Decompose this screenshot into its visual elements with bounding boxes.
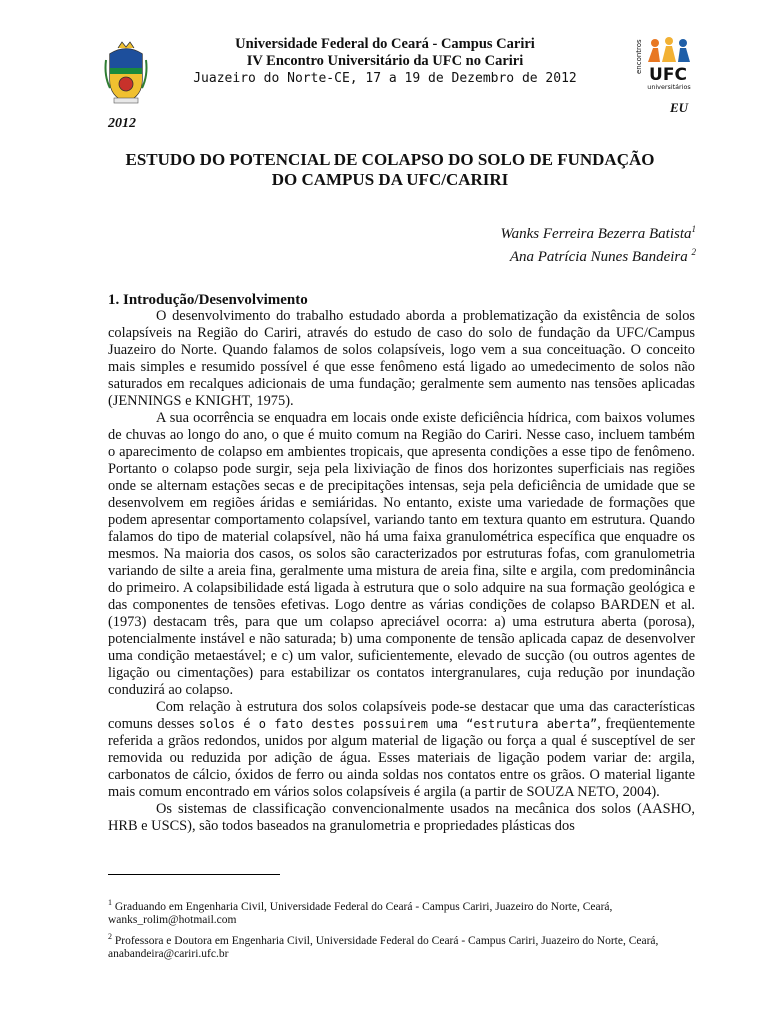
header-event: IV Encontro Universitário da UFC no Cariri: [246, 53, 524, 69]
header-tag: EU: [669, 100, 688, 115]
footnote-ref: 2: [108, 931, 112, 941]
paper-title-line1: ESTUDO DO POTENCIAL DE COLAPSO DO SOLO DE FUNDAÇÃO: [125, 150, 655, 169]
logo-main-text: UFC: [649, 65, 687, 85]
section-heading: 1. Introdução/Desenvolvimento: [108, 292, 308, 308]
header-place-date: Juazeiro do Norte-CE, 17 a 19 de Dezembro de 2012: [193, 71, 577, 86]
footnote-text: Graduando em Engenharia Civil, Universidade Federal do Ceará - Campus Cariri, Juazeiro do Norte, Ceará, wanks_rolim@hotmail.com: [108, 900, 613, 926]
page-header: [0, 0, 768, 140]
footnote-divider: [108, 874, 280, 875]
header-text: [170, 36, 600, 87]
paragraph-3: [108, 699, 695, 801]
paper-title: [100, 150, 680, 190]
author-1: [501, 220, 696, 243]
paragraph-3-mono-span: solos é o fato destes possuirem uma “estrutura aberta”: [198, 717, 598, 731]
paragraph-3-part-a: Com relação à estrutura dos solos colapsíveis pode-se destacar que uma das características comuns desses: [108, 699, 695, 732]
footnote-ref: 1: [108, 898, 112, 907]
encontros-logo-icon: [636, 34, 694, 92]
paragraph-1: O desenvolvimento do trabalho estudado aborda a problematização da existência de solos colapsíveis na Região do Cariri, através do estudo de caso do solo de fundação da UFC/Campus Juazeiro do Norte. Quando falamos de solos colapsíveis, logo vem a sua conceituação. O conceito mais simples e resumido possível é que esse fenômeno está ligado ao umedecimento de solos não saturados em recalques adicionais de uma fundação; geralmente sem aumento nas tensões aplicadas (JENNINGS e KNIGHT, 1975).: [108, 308, 695, 409]
footnotes: [108, 896, 695, 964]
logo-vertical-text: encontros: [635, 39, 643, 74]
footnote-2: [108, 930, 695, 961]
body-text: [108, 308, 695, 835]
paragraph-4: Os sistemas de classificação convencionalmente usados na mecânica dos solos (AASHO, HRB e USCS), são todos baseados na granulometria e propriedades plásticas dos: [108, 801, 695, 834]
author-2: [501, 243, 696, 266]
paragraph-2: A sua ocorrência se enquadra em locais onde existe deficiência hídrica, com baixos volumes de chuvas ao longo do ano, o que é muito comum na Região do Cariri. Nesse caso, incluem também o aparecimento de colapso em ambientes tropicais, que apresenta condições a esse tipo de fenômeno. Portanto o colapso pode surgir, seja pela lixiviação de finos dos horizontes superficiais nas regiões onde se alternam estações secas e de precipitações intensas, seja pela deficiência de umidade que se desenvolvem em regiões áridas e semiáridas. No entanto, existe uma variedade de formações que podem apresentar comportamento colapsível, variando tanto em textura quanto em estrutura. Quando falamos do tipo de material colapsível, não há uma faixa granulométrica específica que enquadre os mesmos. Na maioria dos casos, os solos são caracterizados por estruturas fofas, com granulometria variando de silte a areia fina, geralmente uma mistura de areia fina, silte e argila, com predominância do primeiro. A colapsibilidade está ligada à estrutura que o solo adquire na sua formação geológica e das componentes de tensões efetivas. Logo dentre as várias condições de colapso BARDEN et al. (1973) destacam três, para que um colapso apreciável ocorra: a) uma estrutura aberta (porosa), potencialmente instável e não saturada; b) uma componente de tensão aplicada capaz de desenvolver uma condição metaestável; e c) um valor, suficientemente, elevado de sucção (ou outros agentes de ligação ou cimentações) para estabilizar os contatos intergranulares, cuja redução por inundação conduzirá ao colapso.: [108, 410, 695, 698]
logo-sub-text: universitários: [647, 83, 691, 91]
paper-title-line2: DO CAMPUS DA UFC/CARIRI: [271, 170, 509, 189]
author-name: Ana Patrícia Nunes Bandeira: [509, 249, 688, 265]
university-crest-icon: [104, 40, 148, 106]
author-ref: 2: [691, 247, 696, 257]
author-list: [501, 220, 696, 266]
author-name: Wanks Ferreira Bezerra Batista: [500, 226, 692, 242]
footnote-1: [108, 896, 695, 927]
encontros-ufc-logo: [636, 34, 694, 92]
header-university: Universidade Federal do Ceará - Campus Cariri: [235, 36, 535, 52]
paragraph-3-part-b: , freqüentemente referida a grãos redondos, unidos por algum material de ligação ou força a qual é susceptível de ser removida ou reduzida por adição de água. Esses materiais de ligação podem variar de: argila, carbonatos de cálcio, óxidos de ferro ou ainda soldas nos contatos entre os grãos. O material ligante mais comum encontrado em vários solos colapsíveis é argila (a partir de SOUZA NETO, 2004).: [108, 716, 695, 800]
header-year: 2012: [108, 116, 136, 131]
footnote-text: Professora e Doutora em Engenharia Civil, Universidade Federal do Ceará - Campus Cariri, Juazeiro do Norte, Ceará, anabandeira@cariri.ufc.br: [108, 934, 659, 960]
author-ref: 1: [691, 224, 696, 234]
